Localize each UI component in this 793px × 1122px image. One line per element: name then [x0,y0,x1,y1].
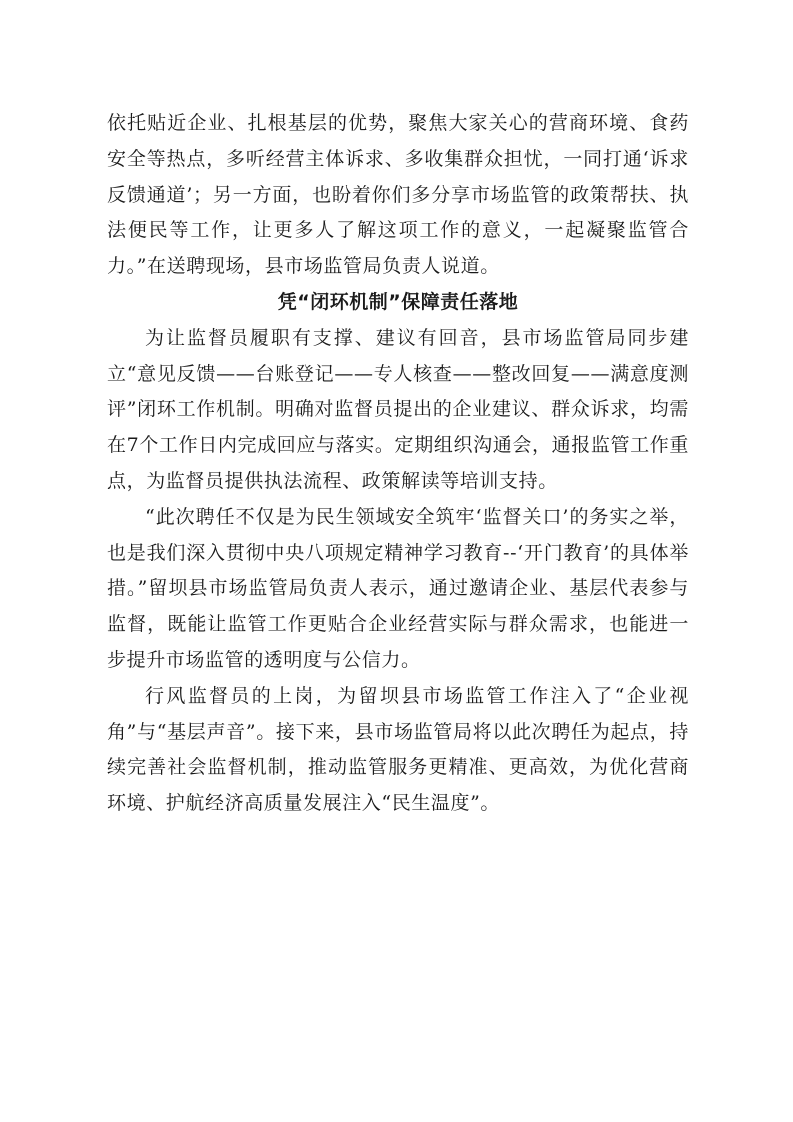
paragraph-appointment-quote: “此次聘任不仅是为民生领域安全筑牢‘监督关口’的务实之举，也是我们深入贯彻中央八项规定精神学习教育--‘开门教育’的具体举措。”留坝县市场监管局负责人表示，通过邀请企业、基层代表参与监督，既能让监管工作更贴合企业经营实际与群众需求，也能进一步提升市场监管的透明度与公信力。 [107,505,689,671]
paragraph-conclusion: 行风监督员的上岗，为留坝县市场监管工作注入了“企业视角”与“基层声音”。接下来，县市场监管局将以此次聘任为起点，持续完善社会监督机制，推动监管服务更精准、更高效，为优化营商环境、护航经济高质量发展注入“民生温度”。 [107,684,689,815]
article-body [107,106,689,822]
paragraph-closed-loop-mechanism: 为让监督员履职有支撑、建议有回音，县市场监管局同步建立“意见反馈——台账登记——专人核查——整改回复——满意度测评”闭环工作机制。明确对监督员提出的企业建议、群众诉求，均需在7个工作日内完成回应与落实。定期组织沟通会，通报监管工作重点，为监督员提供执法流程、政策解读等培训支持。 [107,326,689,492]
section-heading: 凭“闭环机制”保障责任落地 [277,290,519,313]
paragraph-continuation: 依托贴近企业、扎根基层的优势，聚焦大家关心的营商环境、食药安全等热点，多听经营主体诉求、多收集群众担忧，一同打通‘诉求反馈通道’；另一方面，也盼着你们多分享市场监管的政策帮扶、执法便民等工作，让更多人了解这项工作的意义，一起凝聚监管合力。”在送聘现场，县市场监管局负责人说道。 [107,112,689,278]
